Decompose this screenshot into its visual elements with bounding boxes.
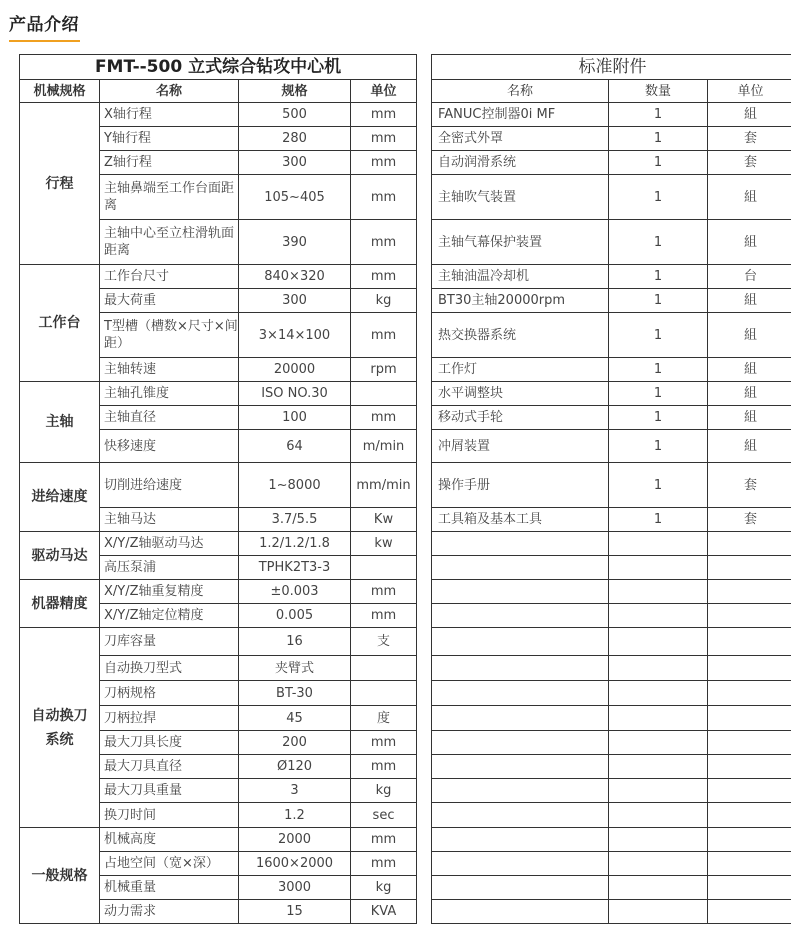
spec-value: 3000 xyxy=(239,876,351,900)
spec-unit: kg xyxy=(351,289,417,313)
accessory-name xyxy=(432,876,609,900)
accessory-name xyxy=(432,628,609,656)
accessory-unit: 組 xyxy=(708,406,791,430)
spec-row xyxy=(20,103,417,127)
accessory-unit xyxy=(708,628,791,656)
empty-row xyxy=(432,628,791,656)
accessory-qty: 1 xyxy=(609,463,708,508)
accessory-name: 移动式手轮 xyxy=(432,406,609,430)
category-label: 驱动马达 xyxy=(31,547,88,564)
spec-name: 主轴中心至立柱滑轨面距离 xyxy=(100,220,239,265)
spec-unit: KVA xyxy=(351,900,417,924)
spec-value: 840×320 xyxy=(239,265,351,289)
empty-row xyxy=(432,803,791,828)
accessory-name: 工作灯 xyxy=(432,358,609,382)
spec-unit: 支 xyxy=(351,628,417,656)
accessory-qty xyxy=(609,803,708,828)
accessory-name: 主轴气幕保护装置 xyxy=(432,220,609,265)
spec-table xyxy=(19,54,417,924)
accessory-name: 主轴油温冷却机 xyxy=(432,265,609,289)
accessory-name xyxy=(432,681,609,706)
empty-row xyxy=(432,779,791,803)
spec-value: 20000 xyxy=(239,358,351,382)
spec-name: 快移速度 xyxy=(100,430,239,463)
spec-unit: mm xyxy=(351,313,417,358)
accessory-qty xyxy=(609,828,708,852)
accessory-name xyxy=(432,852,609,876)
accessory-unit xyxy=(708,900,791,924)
category-label: 机器精度 xyxy=(31,595,88,612)
spec-value: ISO NO.30 xyxy=(239,382,351,406)
accessory-name: 水平调整块 xyxy=(432,382,609,406)
accessory-row xyxy=(432,382,791,406)
accessory-name: 工具箱及基本工具 xyxy=(432,508,609,532)
accessory-name xyxy=(432,656,609,681)
spec-name: Y轴行程 xyxy=(100,127,239,151)
category-label: 主轴 xyxy=(45,414,74,430)
accessory-unit xyxy=(708,852,791,876)
accessory-unit xyxy=(708,580,791,604)
spec-unit xyxy=(351,681,417,706)
spec-unit: mm xyxy=(351,731,417,755)
title-underline xyxy=(9,40,80,42)
accessory-qty xyxy=(609,779,708,803)
accessory-unit: 套 xyxy=(708,463,791,508)
accessory-qty: 1 xyxy=(609,406,708,430)
spec-unit: mm xyxy=(351,103,417,127)
acc-header-name: 名称 xyxy=(432,80,609,103)
accessory-name xyxy=(432,755,609,779)
spec-value: 16 xyxy=(239,628,351,656)
category-cell xyxy=(20,265,100,382)
accessory-qty: 1 xyxy=(609,103,708,127)
accessory-unit xyxy=(708,803,791,828)
category-cell xyxy=(20,580,100,628)
accessory-row xyxy=(432,175,791,220)
accessory-name: 热交换器系统 xyxy=(432,313,609,358)
spec-name: 动力需求 xyxy=(100,900,239,924)
spec-name: 刀柄规格 xyxy=(100,681,239,706)
spec-value: 105~405 xyxy=(239,175,351,220)
accessory-unit: 套 xyxy=(708,151,791,175)
spec-value: Ø120 xyxy=(239,755,351,779)
accessory-row xyxy=(432,463,791,508)
page-title: 产品介绍 xyxy=(9,15,79,35)
spec-row xyxy=(20,628,417,656)
accessory-unit xyxy=(708,779,791,803)
category-cell xyxy=(20,463,100,532)
spec-value: 45 xyxy=(239,706,351,731)
accessory-row xyxy=(432,313,791,358)
spec-value: 300 xyxy=(239,151,351,175)
spec-value: 200 xyxy=(239,731,351,755)
acc-header-qty: 数量 xyxy=(609,80,708,103)
spec-unit: kw xyxy=(351,532,417,556)
accessory-qty xyxy=(609,532,708,556)
accessory-qty xyxy=(609,628,708,656)
accessory-qty: 1 xyxy=(609,508,708,532)
accessory-unit: 組 xyxy=(708,220,791,265)
spec-name: 机械重量 xyxy=(100,876,239,900)
spec-value: 夹臂式 xyxy=(239,656,351,681)
accessory-name xyxy=(432,803,609,828)
accessory-name xyxy=(432,900,609,924)
spec-value: 1600×2000 xyxy=(239,852,351,876)
accessory-row xyxy=(432,151,791,175)
empty-row xyxy=(432,532,791,556)
accessory-qty: 1 xyxy=(609,220,708,265)
spec-value: 100 xyxy=(239,406,351,430)
accessory-unit: 套 xyxy=(708,508,791,532)
spec-name: 换刀时间 xyxy=(100,803,239,828)
spec-unit: mm xyxy=(351,604,417,628)
category-cell xyxy=(20,382,100,463)
spec-name: 主轴鼻端至工作台面距离 xyxy=(100,175,239,220)
accessory-table-title: 标准附件 xyxy=(432,55,791,80)
empty-row xyxy=(432,852,791,876)
accessory-qty: 1 xyxy=(609,175,708,220)
accessory-name: 自动润滑系统 xyxy=(432,151,609,175)
accessory-name xyxy=(432,604,609,628)
empty-row xyxy=(432,706,791,731)
spec-row xyxy=(20,580,417,604)
accessory-unit xyxy=(708,532,791,556)
empty-row xyxy=(432,604,791,628)
empty-row xyxy=(432,731,791,755)
accessory-qty: 1 xyxy=(609,289,708,313)
category-label: 工作台 xyxy=(38,315,81,331)
spec-table-title: FMT--500 立式综合钻攻中心机 xyxy=(20,55,417,80)
spec-unit: mm xyxy=(351,755,417,779)
accessory-unit: 組 xyxy=(708,289,791,313)
spec-name: 最大荷重 xyxy=(100,289,239,313)
spec-value: TPHK2T3-3 xyxy=(239,556,351,580)
accessory-qty xyxy=(609,656,708,681)
accessory-name xyxy=(432,731,609,755)
accessory-unit xyxy=(708,706,791,731)
spec-value: 3×14×100 xyxy=(239,313,351,358)
spec-unit: mm xyxy=(351,175,417,220)
accessory-unit: 台 xyxy=(708,265,791,289)
spec-unit xyxy=(351,382,417,406)
accessory-unit: 套 xyxy=(708,127,791,151)
spec-unit: Kw xyxy=(351,508,417,532)
category-label: 进给速度 xyxy=(31,489,88,505)
spec-name: 主轴孔锥度 xyxy=(100,382,239,406)
accessory-name: BT30主轴20000rpm xyxy=(432,289,609,313)
category-label: 行程 xyxy=(45,175,74,192)
accessory-unit xyxy=(708,876,791,900)
spec-name: 刀柄拉捍 xyxy=(100,706,239,731)
accessory-unit: 組 xyxy=(708,358,791,382)
spec-row xyxy=(20,265,417,289)
accessory-qty xyxy=(609,706,708,731)
spec-unit: mm xyxy=(351,828,417,852)
spec-value: 390 xyxy=(239,220,351,265)
category-cell xyxy=(20,628,100,828)
spec-value: 2000 xyxy=(239,828,351,852)
header-category: 机械规格 xyxy=(20,80,100,103)
accessory-qty: 1 xyxy=(609,127,708,151)
category-label: 一般规格 xyxy=(31,867,88,884)
accessory-row xyxy=(432,265,791,289)
accessory-unit: 組 xyxy=(708,175,791,220)
spec-value: 3 xyxy=(239,779,351,803)
accessory-qty xyxy=(609,876,708,900)
category-cell xyxy=(20,828,100,924)
spec-name: X轴行程 xyxy=(100,103,239,127)
empty-row xyxy=(432,828,791,852)
accessory-unit: 組 xyxy=(708,103,791,127)
accessory-qty xyxy=(609,580,708,604)
accessory-row xyxy=(432,127,791,151)
spec-value: ±0.003 xyxy=(239,580,351,604)
accessory-table xyxy=(431,54,791,924)
spec-row xyxy=(20,828,417,852)
empty-row xyxy=(432,900,791,924)
spec-unit: kg xyxy=(351,876,417,900)
spec-value: BT-30 xyxy=(239,681,351,706)
spec-row xyxy=(20,532,417,556)
accessory-qty: 1 xyxy=(609,382,708,406)
spec-row xyxy=(20,463,417,508)
spec-unit: 度 xyxy=(351,706,417,731)
spec-unit: mm xyxy=(351,127,417,151)
accessory-name: 全密式外罩 xyxy=(432,127,609,151)
accessory-qty xyxy=(609,731,708,755)
accessory-qty xyxy=(609,900,708,924)
accessory-name xyxy=(432,556,609,580)
spec-unit: rpm xyxy=(351,358,417,382)
accessory-name xyxy=(432,779,609,803)
spec-name: 主轴直径 xyxy=(100,406,239,430)
spec-name: 自动换刀型式 xyxy=(100,656,239,681)
spec-unit: mm xyxy=(351,406,417,430)
accessory-unit xyxy=(708,656,791,681)
header-spec: 规格 xyxy=(239,80,351,103)
accessory-qty xyxy=(609,681,708,706)
acc-header-unit: 单位 xyxy=(708,80,791,103)
empty-row xyxy=(432,656,791,681)
accessory-unit xyxy=(708,755,791,779)
accessory-qty xyxy=(609,852,708,876)
empty-row xyxy=(432,580,791,604)
spec-value: 0.005 xyxy=(239,604,351,628)
spec-name: X/Y/Z轴重复精度 xyxy=(100,580,239,604)
accessory-qty: 1 xyxy=(609,151,708,175)
spec-name: 占地空间（宽×深） xyxy=(100,852,239,876)
accessory-name: 操作手册 xyxy=(432,463,609,508)
accessory-row xyxy=(432,508,791,532)
accessory-name: FANUC控制器0i MF xyxy=(432,103,609,127)
spec-unit: mm xyxy=(351,852,417,876)
spec-unit: m/min xyxy=(351,430,417,463)
spec-unit: sec xyxy=(351,803,417,828)
accessory-name xyxy=(432,580,609,604)
accessory-qty xyxy=(609,604,708,628)
accessory-qty: 1 xyxy=(609,313,708,358)
spec-name: 机械高度 xyxy=(100,828,239,852)
empty-row xyxy=(432,681,791,706)
accessory-unit xyxy=(708,556,791,580)
spec-value: 300 xyxy=(239,289,351,313)
accessory-name: 主轴吹气装置 xyxy=(432,175,609,220)
accessory-name: 冲屑装置 xyxy=(432,430,609,463)
accessory-name xyxy=(432,532,609,556)
accessory-name xyxy=(432,706,609,731)
accessory-unit xyxy=(708,681,791,706)
empty-row xyxy=(432,876,791,900)
accessory-unit: 組 xyxy=(708,382,791,406)
spec-value: 1~8000 xyxy=(239,463,351,508)
accessory-qty: 1 xyxy=(609,265,708,289)
accessory-unit: 組 xyxy=(708,430,791,463)
spec-unit: mm xyxy=(351,220,417,265)
spec-unit xyxy=(351,656,417,681)
spec-name: X/Y/Z轴定位精度 xyxy=(100,604,239,628)
spec-unit: mm xyxy=(351,151,417,175)
spec-name: 最大刀具直径 xyxy=(100,755,239,779)
header-unit: 单位 xyxy=(351,80,417,103)
header-name: 名称 xyxy=(100,80,239,103)
spec-unit: mm xyxy=(351,580,417,604)
spec-name: 主轴转速 xyxy=(100,358,239,382)
accessory-row xyxy=(432,103,791,127)
accessory-qty xyxy=(609,556,708,580)
spec-value: 1.2/1.2/1.8 xyxy=(239,532,351,556)
spec-value: 15 xyxy=(239,900,351,924)
category-cell xyxy=(20,532,100,580)
spec-value: 500 xyxy=(239,103,351,127)
accessory-row xyxy=(432,220,791,265)
spec-name: 刀库容量 xyxy=(100,628,239,656)
accessory-unit xyxy=(708,731,791,755)
spec-unit: mm/min xyxy=(351,463,417,508)
spec-name: 切削进给速度 xyxy=(100,463,239,508)
spec-unit xyxy=(351,556,417,580)
spec-name: 主轴马达 xyxy=(100,508,239,532)
accessory-row xyxy=(432,406,791,430)
spec-name: Z轴行程 xyxy=(100,151,239,175)
category-label: 自动换刀系统 xyxy=(31,707,88,748)
accessory-name xyxy=(432,828,609,852)
spec-name: 最大刀具重量 xyxy=(100,779,239,803)
accessory-unit xyxy=(708,828,791,852)
accessory-row xyxy=(432,358,791,382)
accessory-qty: 1 xyxy=(609,358,708,382)
category-cell xyxy=(20,103,100,265)
accessory-row xyxy=(432,289,791,313)
spec-name: X/Y/Z轴驱动马达 xyxy=(100,532,239,556)
spec-value: 3.7/5.5 xyxy=(239,508,351,532)
spec-unit: mm xyxy=(351,265,417,289)
empty-row xyxy=(432,556,791,580)
empty-row xyxy=(432,755,791,779)
accessory-row xyxy=(432,430,791,463)
accessory-unit: 組 xyxy=(708,313,791,358)
spec-value: 1.2 xyxy=(239,803,351,828)
spec-name: 最大刀具长度 xyxy=(100,731,239,755)
accessory-qty: 1 xyxy=(609,430,708,463)
spec-unit: kg xyxy=(351,779,417,803)
spec-name: 高压泵浦 xyxy=(100,556,239,580)
spec-row xyxy=(20,382,417,406)
spec-name: T型槽（槽数×尺寸×间距） xyxy=(100,313,239,358)
spec-value: 280 xyxy=(239,127,351,151)
accessory-qty xyxy=(609,755,708,779)
spec-value: 64 xyxy=(239,430,351,463)
accessory-unit xyxy=(708,604,791,628)
spec-name: 工作台尺寸 xyxy=(100,265,239,289)
